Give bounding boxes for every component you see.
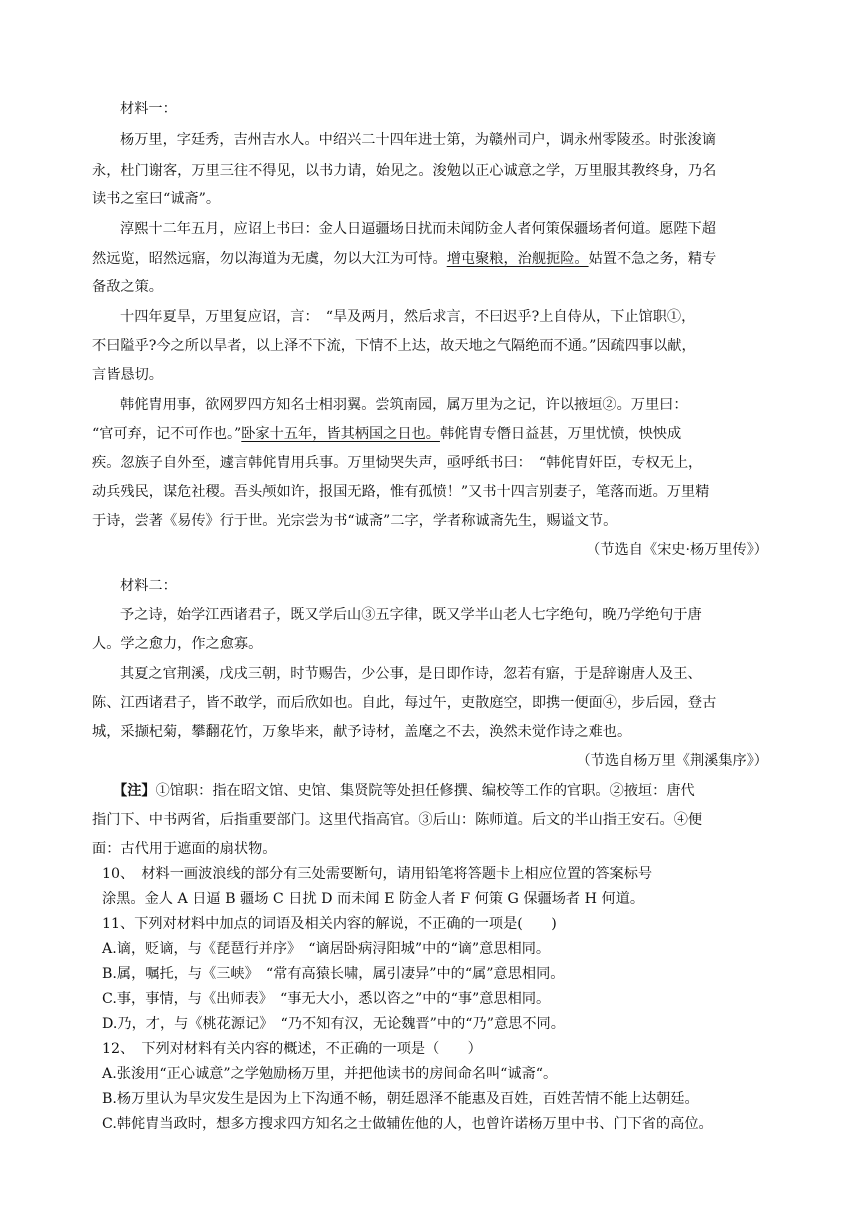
material2-line: 予之诗，始学江西诸君子，既又学后山③五字律，既又学半山老人七字绝句，晚乃学绝句于唐: [120, 607, 702, 623]
notes-text: ①馆职：指在昭文馆、史馆、集贤院等处担任修撰、编校等工作的官职。②掖垣：唐代: [155, 783, 695, 799]
material1-text: 韩侂胄专僭日益甚，万里忧愤，怏怏成: [439, 426, 682, 442]
material1-line: 十四年夏旱，万里复应诏，言： “旱及两月，然后求言，不曰迟乎?上自侍从，下止馆职①，: [120, 309, 696, 325]
material2-title: 材料二：: [120, 578, 177, 594]
notes-line: 指门下、中书两省，后指重要部门。这里代指高官。③后山：陈师道。后文的半山指王安石。④便: [92, 812, 703, 828]
material1-line: 备敌之策。: [92, 279, 163, 295]
material1-text: 然远览，昭然远寤，勿以海道为无虞，勿以大江为可恃。: [92, 251, 447, 267]
question-11-option-a: A.谪，贬谪，与《琵琶行并序》 “谪居卧病浔阳城”中的“谪”意思相同。: [102, 941, 551, 957]
material1-line: 杨万里，字廷秀，吉州吉水人。中绍兴二十四年进士第，为赣州司户，调永州零陵丞。时张浚谪: [120, 132, 716, 148]
material2-line: 城，采撷杞菊，攀翻花竹，万象毕来，献予诗材，盖麾之不去，涣然未觉作诗之难也。: [92, 724, 632, 740]
material1-line: [92, 424, 681, 444]
material2-source: （节选自杨万里《荆溪集序》）: [576, 753, 768, 769]
material1-line: 读书之室曰“诚斋”。: [92, 191, 221, 207]
material2-line: 人。学之愈力，作之愈寡。: [92, 636, 263, 652]
material2-line: 其夏之官荆溪，戊戌三朝，时节赐告，少公事，是日即作诗，忽若有寤，于是辞谢唐人及王、: [120, 666, 702, 682]
material1-line: 韩侂胄用事，欲网罗四方知名士相羽翼。尝筑南园，属万里为之记，许以掖垣②。万里曰：: [120, 397, 688, 413]
underlined-text: 增屯聚粮，治舰扼险。: [446, 251, 589, 267]
material1-source: （节选自《宋史·杨万里传》）: [586, 542, 768, 558]
question-12-option-b: B.杨万里认为旱灾发生是因为上下沟通不畅，朝廷恩泽不能惠及百姓，百姓苦情不能上达朝廷。: [102, 1091, 699, 1107]
material1-text: “官可弃，记不可作也。”: [92, 426, 242, 442]
question-12-option-a: A.张浚用“正心诚意”之学勉励杨万里，并把他读书的房间命名叫“诚斋“。: [102, 1066, 558, 1082]
question-10: 10、 材料一画波浪线的部分有三处需要断句，请用铅笔将答题卡上相应位置的答案标号: [102, 866, 653, 882]
question-11-option-c: C.事，事情，与《出师表》 “事无大小，悉以咨之”中的“事”意思相同。: [102, 991, 551, 1007]
material1-text: 姑置不急之务，精专: [588, 251, 717, 267]
question-11: 11、下列对材料中加点的词语及相关内容的解说，不正确的一项是( ): [102, 916, 557, 932]
underlined-text: 卧家十五年，皆其柄国之日也。: [241, 426, 440, 442]
material1-line: 淳熙十二年五月，应诏上书曰：金人日逼疆场日扰而未闻防金人者何策保疆场者何道。愿陛下超: [120, 221, 716, 237]
material1-line: [92, 249, 716, 269]
material1-title: 材料一：: [120, 101, 177, 117]
material1-line: 永，杜门谢客，万里三往不得见，以书力请，始见之。浚勉以正心诚意之学，万里服其教终身，乃名: [92, 163, 717, 179]
material2-line: 陈、江西诸君子，皆不敢学，而后欣如也。自此，每过午，吏散庭空，即携一便面④，步后园，登古: [92, 695, 717, 711]
notes-label: 【注】: [113, 783, 156, 799]
question-12: 12、 下列对材料有关内容的概述，不正确的一项是（ ）: [102, 1041, 482, 1057]
question-12-option-c: C.韩侂胄当政时，想多方搜求四方知名之士做辅佐他的人，也曾许诺杨万里中书、门下省的高位。: [102, 1116, 713, 1132]
question-11-option-d: D.乃，才，与《桃花源记》 “乃不知有汉，无论魏晋”中的“乃”意思不同。: [102, 1016, 565, 1032]
notes-line: 面：古代用于遮面的扇状物。: [92, 841, 277, 857]
material1-line: 动兵残民，谋危社稷。吾头颅如许，报国无路，惟有孤愤！”又书十四言别妻子，笔落而逝。万里精: [92, 484, 710, 500]
material1-line: 疾。忽族子自外至，遽言韩侂胄用兵事。万里恸哭失声，亟呼纸书曰： “韩侂胄奸臣，专权无上，: [92, 455, 703, 471]
material1-line: 不曰隘乎?今之所以旱者，以上泽不下流，下情不上达，故天地之气隔绝而不通。”因疏四事以献，: [92, 338, 696, 354]
notes-line: [113, 781, 695, 801]
material1-line: 于诗，尝著《易传》行于世。光宗尝为书“诚斋”二字，学者称诚斋先生，赐谥文节。: [92, 513, 618, 529]
question-10-options: 涂黑。金人 A 日逼 B 疆场 C 日扰 D 而未闻 E 防金人者 F 何策 G 保疆场者 H 何道。: [102, 891, 645, 907]
material1-line: 言皆恳切。: [92, 367, 163, 383]
question-11-option-b: B.属，嘱托，与《三峡》 “常有高猿长啸，属引凄异”中的“属”意思相同。: [102, 966, 565, 982]
